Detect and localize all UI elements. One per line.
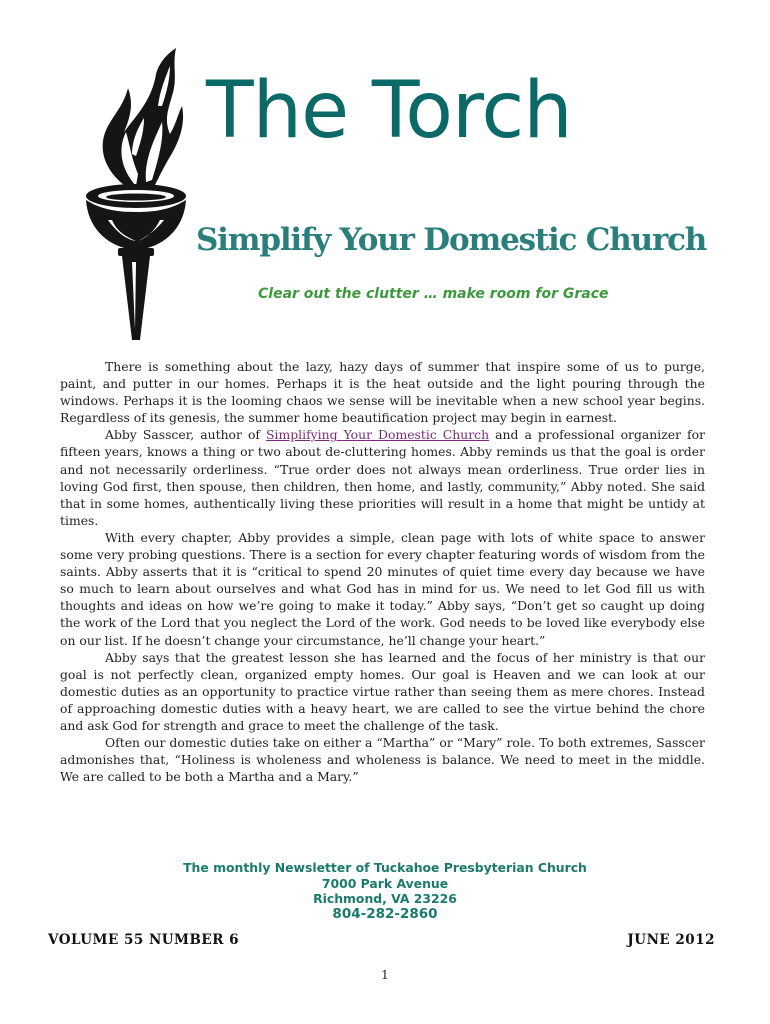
issue-date: JUNE 2012: [627, 932, 715, 948]
newsletter-title: The Torch: [206, 66, 572, 156]
paragraph-text: and a professional organizer for fifteen years, knows a thing or two about de-cluttering homes. Abby reminds us that the goal is order and not necessarily orderliness. “True order does not always mean orderliness. True order lies in loving God first, then spouse, then children, then home, and lastly, community,” Abby noted. She said that in some homes, authentically living these priorities will result in a home that might be untidy at times.: [60, 427, 705, 528]
article-paragraph: With every chapter, Abby provides a simple, clean page with lots of white space to answer some very probing questions. There is a section for every chapter featuring words of wisdom from the saints. Abby asserts that it is “critical to spend 20 minutes of quiet time every day because we have so much to learn about ourselves and what God has in mind for us. We need to let God fill us with thoughts and ideas on how we’re going to make it today.” Abby says, “Don’t get so caught up doing the work of the Lord that you neglect the Lord of the work. God needs to be loved like everybody else on our list. If he doesn’t change your circumstance, he’ll change your heart.”: [60, 529, 705, 648]
article-paragraph: There is something about the lazy, hazy days of summer that inspire some of us to purge, paint, and putter in our homes. Perhaps it is the heat outside and the light pouring through the windows. Perhaps it is the looming chaos we sense will be inevitable when a new school year begins. Regardless of its genesis, the summer home beautification project may begin in earnest.: [60, 359, 705, 426]
book-title-link[interactable]: Simplifying Your Domestic Church: [266, 427, 490, 443]
article-paragraph: Often our domestic duties take on either a “Martha” or “Mary” role. To both extremes, Sasscer admonishes that, “Holiness is wholeness and wholeness is balance. We need to meet in the middle. We are called to be both a Martha and a Mary.”: [60, 735, 705, 785]
article-headline: Simplify Your Domestic Church: [196, 222, 707, 258]
article-body: [60, 358, 705, 785]
volume-number: VOLUME 55 NUMBER 6: [48, 932, 240, 948]
article-paragraph: [60, 426, 705, 529]
church-address: 7000 Park Avenue: [321, 875, 449, 891]
church-phone: 804-282-2860: [332, 906, 438, 923]
article-paragraph: Abby says that the greatest lesson she has learned and the focus of her ministry is that our goal is not perfectly clean, organized empty homes. Our goal is Heaven and we can look at our domestic duties as an opportunity to practice virtue rather than seeing them as mere chores. Instead of approaching domestic duties with a heavy heart, we are called to see the virtue behind the chore and ask God for strength and grace to meet the challenge of the task.: [60, 649, 705, 733]
church-city: Richmond, VA 23226: [313, 891, 457, 907]
paragraph-text: Abby Sasscer, author of: [105, 427, 267, 443]
newsletter-line: The monthly Newsletter of Tuckahoe Presbyterian Church: [183, 860, 587, 875]
church-info: [150, 860, 620, 923]
torch-icon: [74, 44, 204, 344]
page-number: 1: [381, 968, 389, 982]
article-tagline: Clear out the clutter … make room for Grace: [258, 286, 609, 302]
